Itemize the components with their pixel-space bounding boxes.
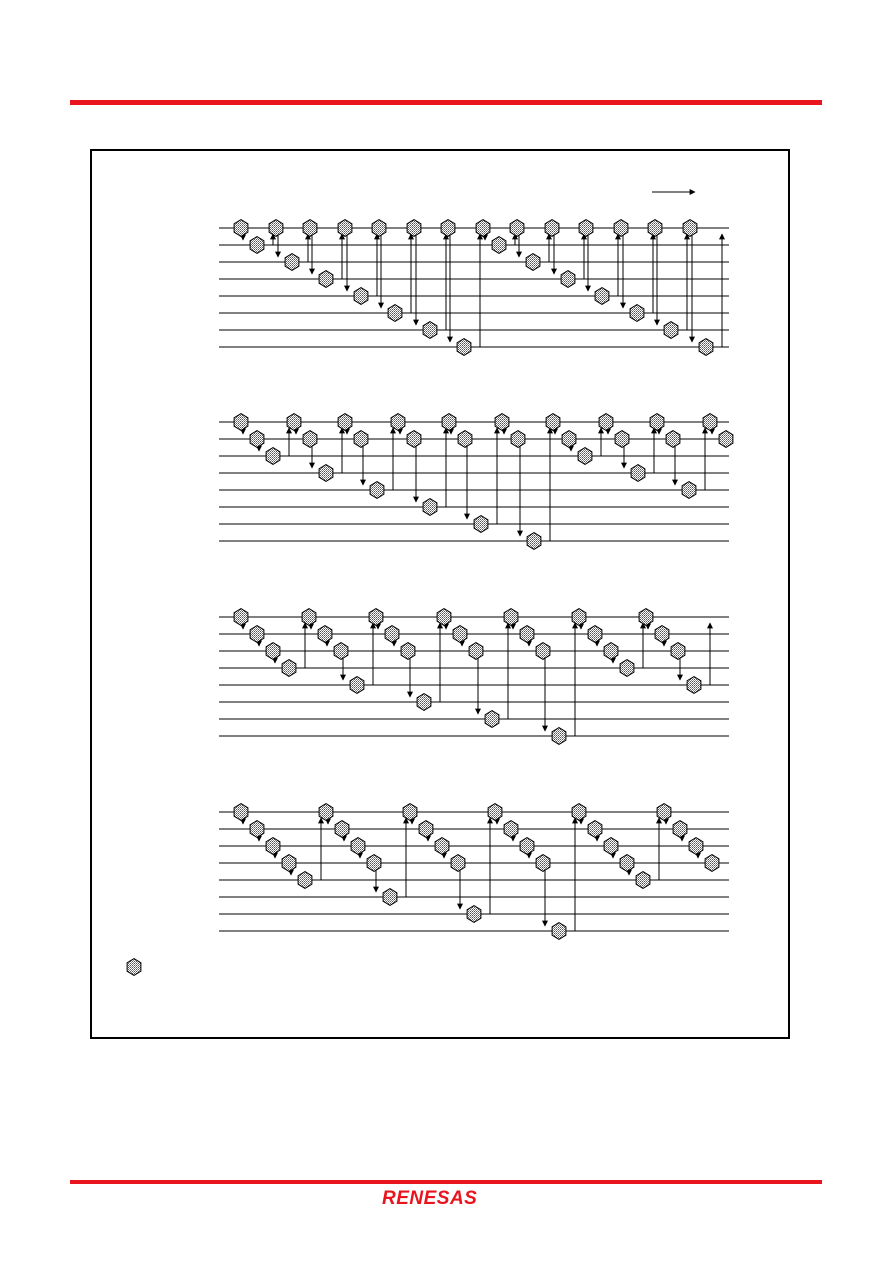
group-4-node: [620, 855, 634, 872]
group-2-node: [458, 431, 472, 448]
group-1-node: [285, 254, 299, 271]
group-1-node: [561, 271, 575, 288]
group-2-node: [703, 414, 717, 431]
group-4-node: [367, 855, 381, 872]
group-1-node: [630, 305, 644, 322]
group-1-node: [595, 288, 609, 305]
group-3-node: [437, 609, 451, 626]
group-1-node: [423, 322, 437, 339]
group-4-node: [572, 804, 586, 821]
group-1-node: [234, 220, 248, 237]
group-1-node: [492, 237, 506, 254]
group-4-node: [588, 821, 602, 838]
group-3-node: [453, 626, 467, 643]
group-2-node: [370, 482, 384, 499]
group-1-node: [510, 220, 524, 237]
group-1-node: [319, 271, 333, 288]
group-3-node: [604, 643, 618, 660]
group-2-node: [682, 482, 696, 499]
group-1-node: [457, 339, 471, 356]
group-3-node: [350, 677, 364, 694]
group-1-node: [338, 220, 352, 237]
group-4-node: [282, 855, 296, 872]
group-2-node: [474, 516, 488, 533]
group-3-node: [282, 660, 296, 677]
group-3-node: [588, 626, 602, 643]
group-3-node: [417, 694, 431, 711]
renesas-logo: RENESAS: [382, 1188, 478, 1209]
scheduling-diagram: [92, 151, 792, 1041]
group-1-node: [441, 220, 455, 237]
group-1-node: [545, 220, 559, 237]
group-2-node: [631, 465, 645, 482]
group-4-node: [673, 821, 687, 838]
group-2-node: [511, 431, 525, 448]
group-4-node: [250, 821, 264, 838]
group-1-node: [303, 220, 317, 237]
group-2-node: [303, 431, 317, 448]
group-2-node: [719, 431, 733, 448]
group-3-node: [385, 626, 399, 643]
group-3-node: [250, 626, 264, 643]
group-2-node: [495, 414, 509, 431]
group-2-node: [442, 414, 456, 431]
group-3-node: [520, 626, 534, 643]
top-rule: [70, 100, 822, 105]
group-1-node: [354, 288, 368, 305]
group-3-node: [572, 609, 586, 626]
group-4-node: [504, 821, 518, 838]
group-2-node: [546, 414, 560, 431]
group-3-node: [639, 609, 653, 626]
group-3-node: [671, 643, 685, 660]
group-4-node: [467, 906, 481, 923]
group-4-node: [298, 872, 312, 889]
group-2-node: [407, 431, 421, 448]
group-2-node: [319, 465, 333, 482]
group-3-node: [485, 711, 499, 728]
bottom-rule: [70, 1180, 822, 1184]
group-1-node: [579, 220, 593, 237]
group-4-node: [689, 838, 703, 855]
group-2-node: [650, 414, 664, 431]
group-3-node: [655, 626, 669, 643]
group-4-node: [435, 838, 449, 855]
group-4-node: [552, 923, 566, 940]
group-1-node: [664, 322, 678, 339]
group-3-node: [401, 643, 415, 660]
group-3-node: [318, 626, 332, 643]
group-2-node: [562, 431, 576, 448]
group-4-node: [266, 838, 280, 855]
group-3-node: [266, 643, 280, 660]
group-3-node: [620, 660, 634, 677]
group-1-node: [372, 220, 386, 237]
group-1-node: [407, 220, 421, 237]
group-2-node: [423, 499, 437, 516]
figure-frame: [90, 149, 790, 1039]
group-1-node: [526, 254, 540, 271]
group-4-node: [657, 804, 671, 821]
group-2-node: [599, 414, 613, 431]
group-4-node: [604, 838, 618, 855]
group-4-node: [403, 804, 417, 821]
hexagon-node-icon: [127, 959, 141, 976]
group-3-node: [687, 677, 701, 694]
group-2-node: [615, 431, 629, 448]
group-4-node: [319, 804, 333, 821]
group-3-node: [234, 609, 248, 626]
group-2-node: [287, 414, 301, 431]
group-2-node: [250, 431, 264, 448]
group-1-node: [699, 339, 713, 356]
group-1-node: [683, 220, 697, 237]
group-1-node: [614, 220, 628, 237]
group-3-node: [536, 643, 550, 660]
group-2-node: [354, 431, 368, 448]
group-3-node: [469, 643, 483, 660]
group-2-node: [391, 414, 405, 431]
group-3-node: [369, 609, 383, 626]
group-2-node: [234, 414, 248, 431]
group-4-node: [335, 821, 349, 838]
group-1-node: [476, 220, 490, 237]
group-2-node: [338, 414, 352, 431]
group-2-node: [266, 448, 280, 465]
group-2-node: [578, 448, 592, 465]
group-4-node: [234, 804, 248, 821]
group-4-node: [520, 838, 534, 855]
group-4-node: [419, 821, 433, 838]
group-1-node: [269, 220, 283, 237]
group-4-node: [488, 804, 502, 821]
group-3-node: [552, 728, 566, 745]
group-2-node: [666, 431, 680, 448]
group-2-node: [527, 533, 541, 550]
group-1-node: [250, 237, 264, 254]
group-1-node: [648, 220, 662, 237]
group-4-node: [705, 855, 719, 872]
group-4-node: [451, 855, 465, 872]
group-3-node: [302, 609, 316, 626]
group-4-node: [351, 838, 365, 855]
group-4-node: [636, 872, 650, 889]
group-4-node: [536, 855, 550, 872]
group-1-node: [388, 305, 402, 322]
group-3-node: [334, 643, 348, 660]
group-3-node: [504, 609, 518, 626]
group-4-node: [383, 889, 397, 906]
